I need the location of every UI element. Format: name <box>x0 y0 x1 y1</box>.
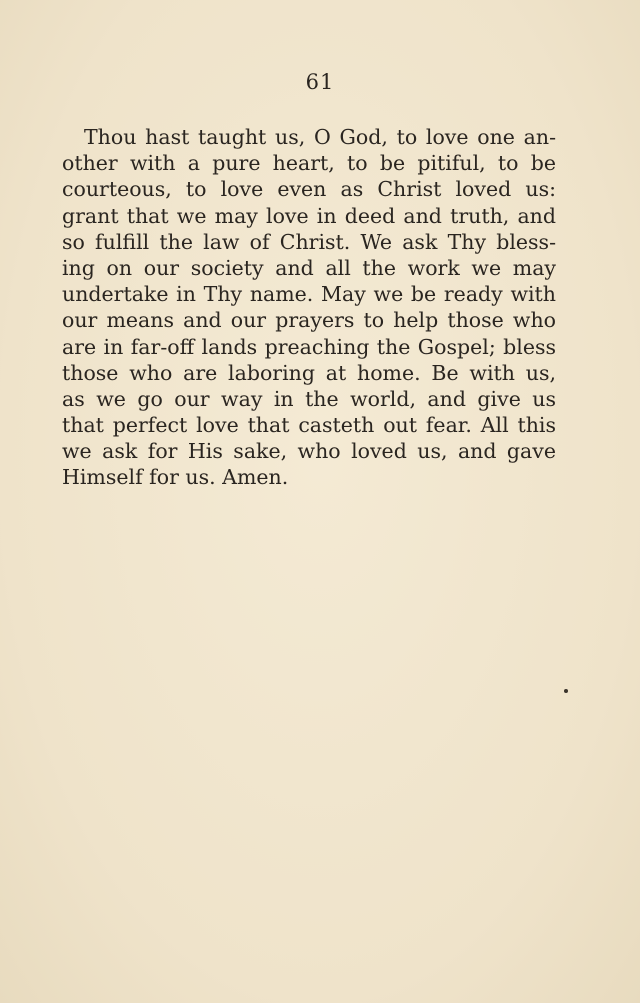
text-line: grant that we may love in deed and truth, and <box>62 203 556 228</box>
text-line: so fulfill the law of Christ. We ask Thy bless- <box>62 229 556 254</box>
text-line: courteous, to love even as Christ loved us: <box>62 177 556 202</box>
text-line: as we go our way in the world, and give us <box>62 386 556 411</box>
page-number: 61 <box>305 70 335 94</box>
text-line: those who are laboring at home. Be with us, <box>62 360 556 385</box>
text-line: we ask for His sake, who loved us, and gave <box>62 439 556 464</box>
text-line: Himself for us. Amen. <box>62 465 289 490</box>
text-line: that perfect love that casteth out fear. All this <box>62 413 556 438</box>
text-line: Thou hast taught us, O God, to love one an- <box>84 125 556 149</box>
prayer-paragraph <box>62 124 556 491</box>
text-line: other with a pure heart, to be pitiful, to be <box>62 151 556 176</box>
text-line: are in far-off lands preaching the Gospel; bless <box>62 334 556 359</box>
paper-speck <box>564 689 568 693</box>
text-line: undertake in Thy name. May we be ready with <box>62 282 556 307</box>
text-line: our means and our prayers to help those who <box>62 308 556 333</box>
text-line: ing on our society and all the work we may <box>62 255 556 280</box>
